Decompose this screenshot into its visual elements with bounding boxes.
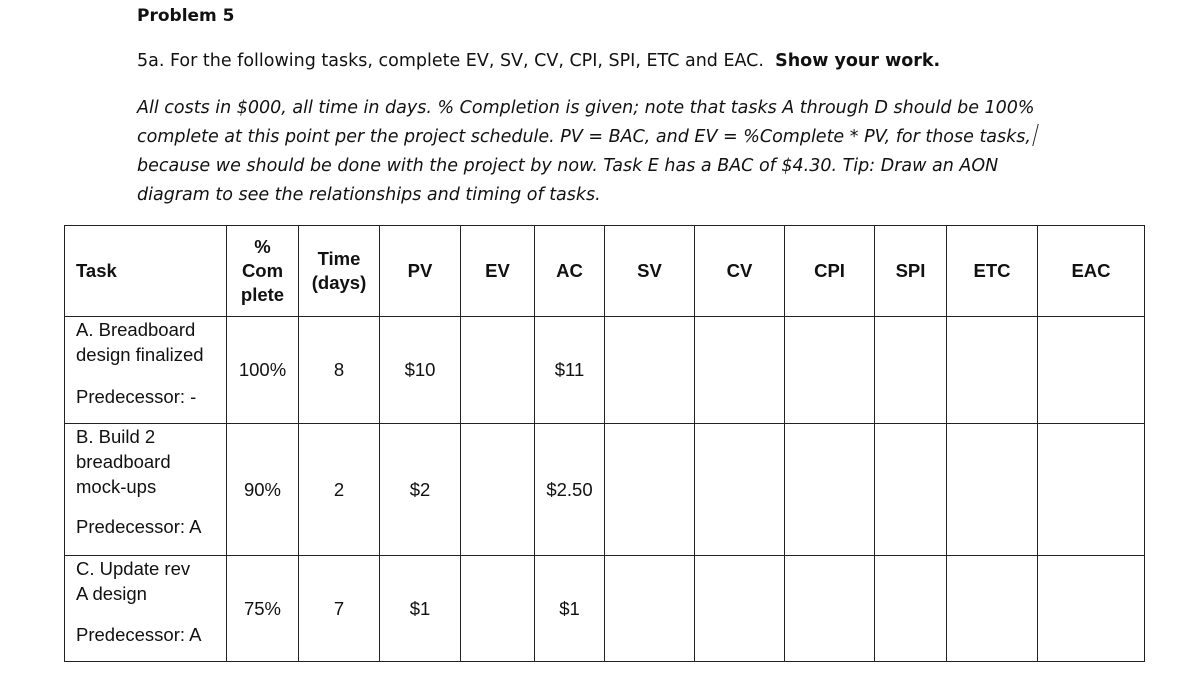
sv-cell[interactable]	[605, 556, 695, 662]
header-time-line2: (days)	[311, 272, 367, 293]
pct-complete-cell: 75%	[227, 556, 299, 662]
time-cell: 7	[299, 556, 380, 662]
task-cell	[65, 556, 227, 662]
cv-cell[interactable]	[695, 424, 785, 556]
spi-cell[interactable]	[875, 556, 947, 662]
header-pct-line1: %	[254, 236, 271, 257]
ev-cell[interactable]	[461, 556, 535, 662]
header-pv: PV	[380, 226, 461, 317]
header-time	[299, 226, 380, 317]
etc-cell[interactable]	[947, 556, 1038, 662]
pv-cell: $1	[380, 556, 461, 662]
table-row	[65, 556, 1145, 662]
predecessor-label: Predecessor: A	[76, 516, 202, 537]
instructions-paragraph	[137, 94, 1047, 210]
header-cpi: CPI	[785, 226, 875, 317]
eac-cell[interactable]	[1038, 556, 1145, 662]
instructions-line: because we should be done with the project by now. Task E has a BAC of $4.30. Tip: Draw an AON	[137, 156, 999, 176]
task-name-line: design finalized	[76, 344, 204, 365]
time-cell: 2	[299, 424, 380, 556]
instructions-line: All costs in $000, all time in days. % Completion is given; note that tasks A through D should be 100%	[137, 98, 1035, 118]
task-table	[64, 225, 1145, 662]
header-etc: ETC	[947, 226, 1038, 317]
table-row	[65, 424, 1145, 556]
ev-cell[interactable]	[461, 424, 535, 556]
header-percent-complete	[227, 226, 299, 317]
task-cell	[65, 424, 227, 556]
task-cell	[65, 317, 227, 424]
header-pct-line3: plete	[240, 284, 285, 305]
question-line	[137, 51, 940, 71]
etc-cell[interactable]	[947, 424, 1038, 556]
task-name-line: B. Build 2	[76, 426, 156, 447]
header-eac: EAC	[1038, 226, 1145, 317]
etc-cell[interactable]	[947, 317, 1038, 424]
sv-cell[interactable]	[605, 317, 695, 424]
cpi-cell[interactable]	[785, 317, 875, 424]
pv-cell: $2	[380, 424, 461, 556]
pct-complete-cell: 90%	[227, 424, 299, 556]
ev-cell[interactable]	[461, 317, 535, 424]
question-text: 5a. For the following tasks, complete EV, SV, CV, CPI, SPI, ETC and EAC.	[137, 51, 764, 71]
pct-complete-cell: 100%	[227, 317, 299, 424]
sv-cell[interactable]	[605, 424, 695, 556]
header-sv: SV	[605, 226, 695, 317]
problem-title: Problem 5	[137, 6, 235, 26]
predecessor-label: Predecessor: A	[76, 624, 202, 645]
header-cv: CV	[695, 226, 785, 317]
time-cell: 8	[299, 317, 380, 424]
cv-cell[interactable]	[695, 556, 785, 662]
header-task: Task	[65, 226, 227, 317]
text-cursor	[1032, 124, 1038, 146]
header-pct-line2: Com	[241, 260, 284, 281]
instructions-line-text: complete at this point per the project schedule. PV = BAC, and EV = %Complete * PV, for those tasks,	[137, 127, 1031, 147]
task-name-line: A design	[76, 583, 147, 604]
task-name-line: A. Breadboard	[76, 319, 196, 340]
header-ac: AC	[535, 226, 605, 317]
instructions-line: diagram to see the relationships and timing of tasks.	[137, 185, 601, 205]
header-spi: SPI	[875, 226, 947, 317]
eac-cell[interactable]	[1038, 424, 1145, 556]
header-ev: EV	[461, 226, 535, 317]
predecessor-label: Predecessor: -	[76, 386, 197, 407]
eac-cell[interactable]	[1038, 317, 1145, 424]
pv-cell: $10	[380, 317, 461, 424]
spi-cell[interactable]	[875, 424, 947, 556]
ac-cell: $1	[535, 556, 605, 662]
instructions-line	[137, 123, 1047, 152]
cv-cell[interactable]	[695, 317, 785, 424]
ac-cell: $2.50	[535, 424, 605, 556]
table-header-row	[65, 226, 1145, 317]
header-time-line1: Time	[317, 248, 361, 269]
cpi-cell[interactable]	[785, 556, 875, 662]
task-name-line: breadboard	[76, 451, 171, 472]
task-name-line: C. Update rev	[76, 558, 191, 579]
ac-cell: $11	[535, 317, 605, 424]
task-name-line: mock-ups	[76, 476, 157, 497]
spi-cell[interactable]	[875, 317, 947, 424]
question-bold-text: Show your work.	[775, 51, 941, 71]
table-row	[65, 317, 1145, 424]
cpi-cell[interactable]	[785, 424, 875, 556]
